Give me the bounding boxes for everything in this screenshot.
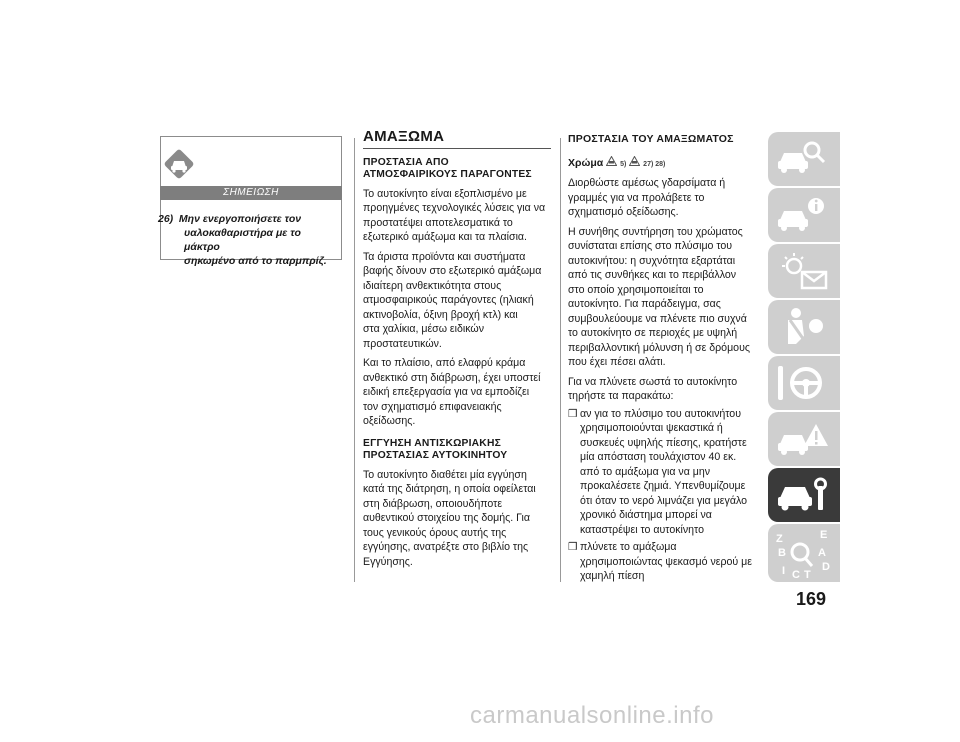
index-letter: E xyxy=(820,529,828,541)
list-item: ❒ πλύνετε το αμάξωμα χρησιμοποιώντας ψεκασμό νερού με χαμηλή πίεση xyxy=(568,541,752,582)
alphabetical-index-icon xyxy=(768,526,840,582)
index-letter: D xyxy=(822,561,830,573)
index-letter: T xyxy=(804,569,811,581)
middle-column xyxy=(363,130,553,569)
tab-car-info[interactable] xyxy=(768,188,840,242)
paragraph-equipment: Το αυτοκίνητο είναι εξοπλισμένο με προηγμένες τεχνολογικές λύσεις για να προστατέψει αποτελεσματικά το εξωτερικό αμάξωμα και τα πλαίσια. xyxy=(363,187,546,243)
right-column xyxy=(568,133,762,584)
index-letter: A xyxy=(818,547,826,559)
index-letter: Z xyxy=(776,533,783,545)
tab-car-search[interactable] xyxy=(768,132,840,186)
list-item: ❒ αν για το πλύσιμο του αυτοκινήτου χρησιμοποιούνται ψεκαστικά ή συσκευές υψηλής πίεσης, κρατήστε μία απόσταση τουλάχιστον 40 εκ. από το αμάξωμα για να μην προκαλέσετε ζημιά. Υπενθυμίζουμε ότι όταν το νερό λιμνάζει για μεγάλο χρονικό διάστημα μπορεί να καταστρέψει το αυτοκίνητο xyxy=(568,407,747,536)
title-underline xyxy=(363,148,551,149)
tab-maintenance[interactable] xyxy=(768,468,840,522)
tab-emergency[interactable] xyxy=(768,412,840,466)
column-divider-right xyxy=(560,138,561,582)
checkbox-bullet-icon: ❒ xyxy=(568,407,578,420)
warning-triangle-icon xyxy=(606,157,620,169)
warning-light-envelope-icon xyxy=(774,248,834,294)
note-line-3: σηκωμένο από το παρμπρίζ. xyxy=(184,255,327,267)
note-line-1: Μην ενεργοποιήσετε τον xyxy=(178,213,302,225)
index-letter: B xyxy=(778,547,786,559)
tab-safety[interactable] xyxy=(768,300,840,354)
tab-warning-lights[interactable] xyxy=(768,244,840,298)
index-letter: I xyxy=(782,565,786,577)
heading-warranty: ΕΓΓΥΗΣΗ ΑΝΤΙΣΚΩΡΙΑΚΗΣ ΠΡΟΣΤΑΣΙΑΣ ΑΥΤΟΚΙΝΗΤΟΥ xyxy=(363,437,508,461)
watermark: carmanualsonline.info xyxy=(470,702,714,729)
car-info-icon xyxy=(774,192,834,238)
paragraph-paint: Τα άριστα προϊόντα και συστήματα βαφής δίνουν στο εξωτερικό αμάξωμα ιδιαίτερη ανθεκτικότητα στους ατμοσφαιρικούς παράγοντες (ηλιακή ακτινοβολία, όξινη βροχή κτλ) και στα χαλίκια, μέσω ειδικών προστατευτικών. xyxy=(363,250,542,350)
seatbelt-airbag-icon xyxy=(774,304,834,350)
paragraph-frame: Και το πλαίσιο, από ελαφρύ κράμα ανθεκτικό στη διάβρωση, έχει υποστεί ειδική επεξεργασία για να εμποδίζει τον σχηματισμό επιφανειακής οξείδωσης. xyxy=(363,357,541,427)
car-search-icon xyxy=(774,136,834,182)
car-warning-diamond-icon xyxy=(161,146,197,182)
tab-driving[interactable] xyxy=(768,356,840,410)
note-heading: ΣΗΜΕΙΩΣΗ xyxy=(160,186,342,200)
paragraph-scratches: Διορθώστε αμέσως γδαρσίματα ή γραμμές για να προλάβετε το σχηματισμό οξείδωσης. xyxy=(568,177,726,218)
car-warning-icon xyxy=(774,416,834,462)
index-letter: C xyxy=(792,569,800,581)
paragraph-maintenance: Η συνήθης συντήρηση του χρώματος συνίσταται επίσης στο πλύσιμο του αυτοκινήτου: η συχνότητα εξαρτάται από τις συνθήκες και το περιβάλλον στο οποίο χρησιμοποιείται το αυτοκίνητο. Για παράδειγμα, σας συμβουλεύουμε να πλένετε πιο συχνά το αυτοκίνητο σε περιοχές με υψηλή περιβαλλοντική μόλυνση ή σε δρόμους που έχει πέσει αλάτι. xyxy=(568,225,750,368)
column-divider-left xyxy=(354,138,355,582)
page-number: 169 xyxy=(795,589,827,609)
warning-triangle-icon xyxy=(629,157,643,169)
section-title-body: ΑΜΑΞΩΜΑ xyxy=(363,128,445,145)
paint-subheading: Χρώμα 5) 27) 28) xyxy=(568,156,666,169)
heading-weather-protection: ΠΡΟΣΤΑΣΙΑ ΑΠΟ ΑΤΜΟΣΦΑΙΡΙΚΟΥΣ ΠΑΡΑΓΟΝΤΕΣ xyxy=(363,156,532,180)
checkbox-bullet-icon: ❒ xyxy=(568,541,578,553)
paragraph-warranty: Το αυτοκίνητο διαθέτει μία εγγύηση κατά της διάτρηση, η οποία οφείλεται στη διάβρωση, οποιουδήποτε αυθεντικού στοιχείου της δομής. Για τους γενικούς όρους αυτής της εγγύησης, ανατρέξτε στο βιβλίο της Εγγύησης. xyxy=(363,468,536,568)
note-number: 26) xyxy=(158,213,174,225)
steering-wheel-icon xyxy=(774,360,834,406)
tab-index[interactable] xyxy=(768,526,840,582)
section-title-body-protection: ΠΡΟΣΤΑΣΙΑ ΤΟΥ ΑΜΑΞΩΜΑΤΟΣ xyxy=(568,133,734,145)
paragraph-washing-intro: Για να πλύνετε σωστά το αυτοκίνητο τηρήστε τα παρακάτω: xyxy=(568,375,738,402)
note-text xyxy=(158,212,338,268)
note-line-2: υαλοκαθαριστήρα με το μάκτρο xyxy=(184,227,301,253)
car-wrench-icon xyxy=(774,472,834,518)
